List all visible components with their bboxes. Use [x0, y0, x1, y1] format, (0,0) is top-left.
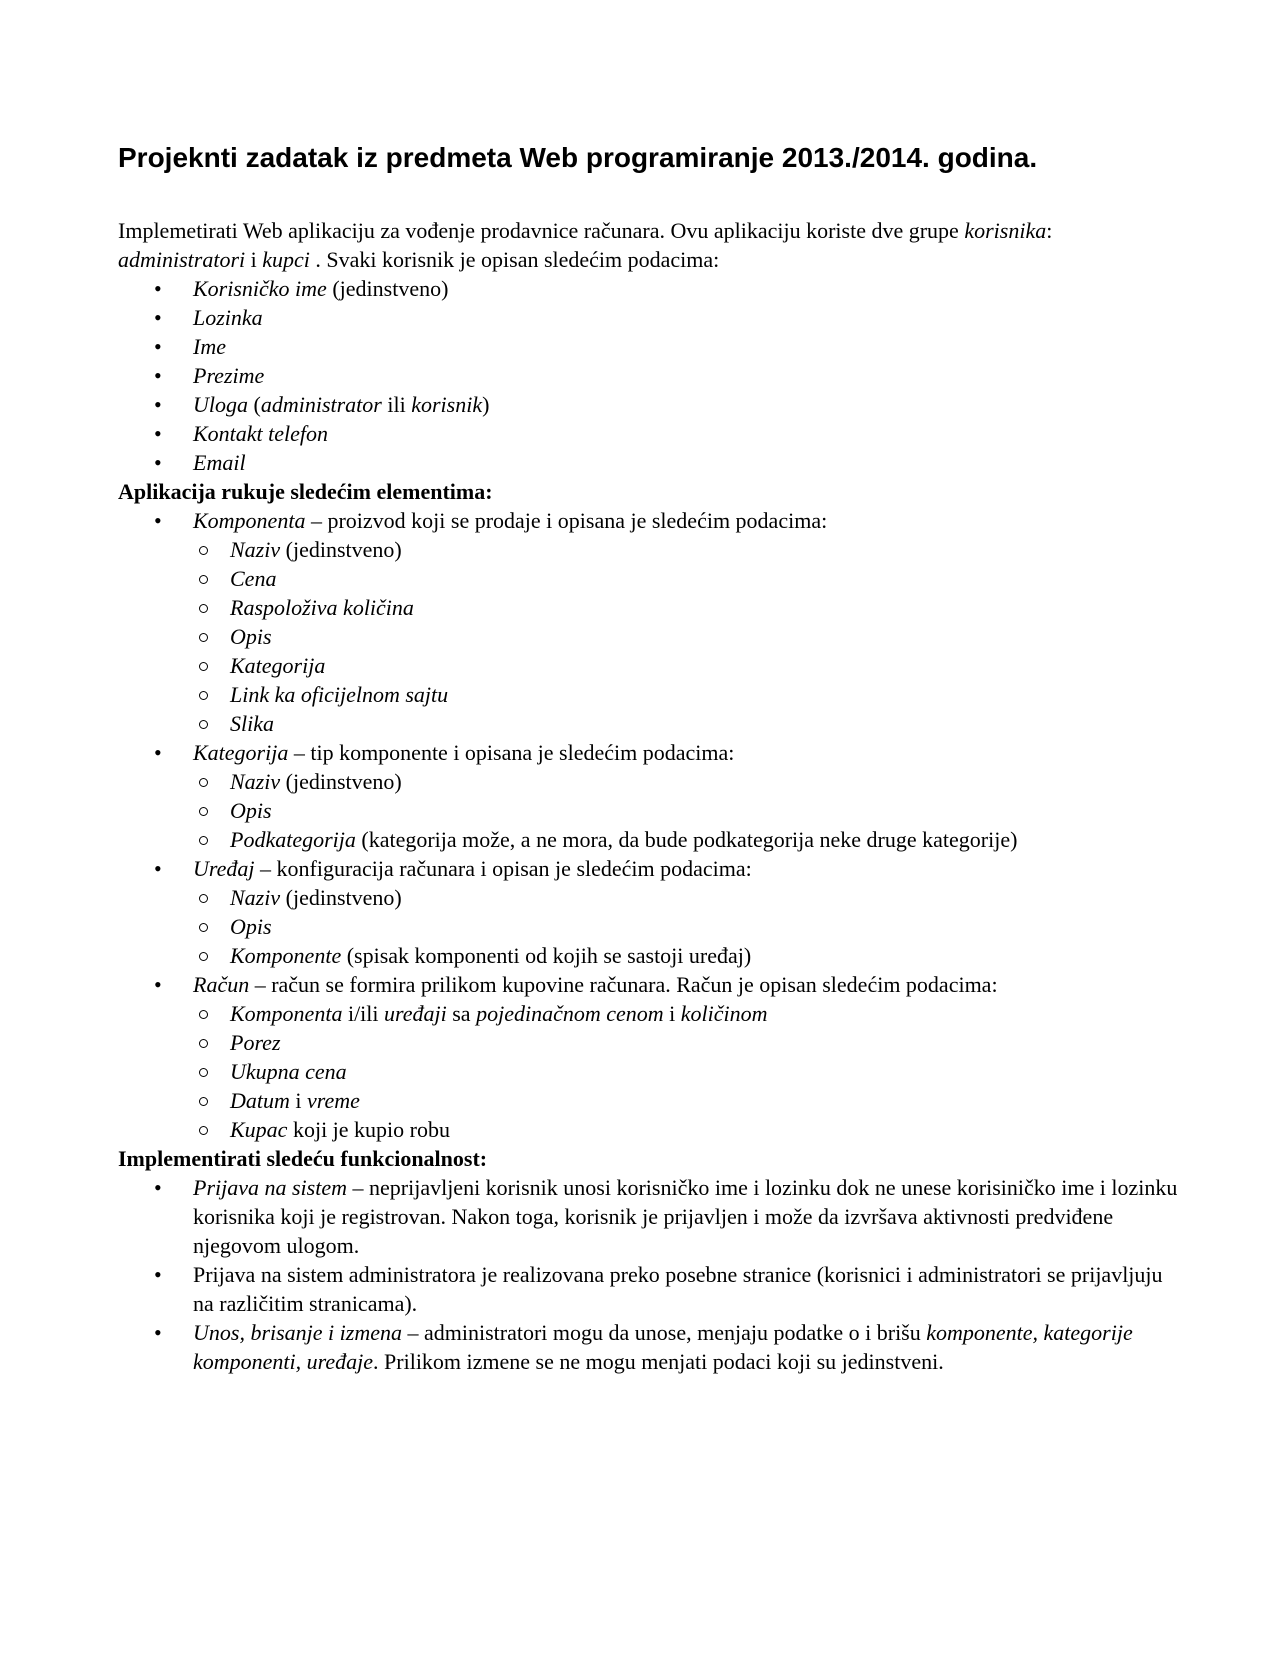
func-unos-desc: – administratori mogu da unose, menjaju podatke o i brišu	[402, 1320, 927, 1345]
uredjaj-opis: Opis	[230, 914, 272, 939]
intro-text-1: Implemetirati Web aplikaciju za vođenje prodavnice računara. Ovu aplikaciju koriste dve grupe	[118, 218, 965, 243]
komponenta-slika: Slika	[230, 711, 274, 736]
intro-kupci: kupci	[262, 247, 310, 272]
komponenta-kolicina: Raspoloživa količina	[230, 595, 414, 620]
list-item	[193, 535, 1178, 564]
list-item-prijava	[118, 1173, 1178, 1260]
field-lozinka: Lozinka	[193, 305, 263, 330]
uredjaj-komponente: Komponente	[230, 943, 342, 968]
intro-paragraph	[118, 216, 1178, 274]
list-item	[118, 448, 1178, 477]
kategorija-desc: – tip komponente i opisana je sledećim podacima:	[288, 740, 735, 765]
komponenta-name: Komponenta	[193, 508, 306, 533]
list-item-komponenta	[118, 506, 1178, 738]
list-item	[118, 303, 1178, 332]
kategorija-fields-list	[193, 767, 1178, 854]
kategorija-podkategorija: Podkategorija	[230, 827, 356, 852]
racun-ukupna: Ukupna cena	[230, 1059, 347, 1084]
field-uloga: Uloga	[193, 392, 248, 417]
field-uloga-korisnik: korisnik	[411, 392, 483, 417]
kategorija-podkategorija-note: (kategorija može, a ne mora, da bude podkategorija neke druge kategorije)	[355, 827, 1018, 852]
racun-kupac: Kupac	[230, 1117, 288, 1142]
list-item	[193, 999, 1178, 1028]
list-item	[193, 622, 1178, 651]
list-item	[193, 709, 1178, 738]
racun-kolicinom: količinom	[680, 1001, 768, 1026]
list-item	[193, 883, 1178, 912]
list-item	[118, 274, 1178, 303]
komponenta-fields-list	[193, 535, 1178, 738]
list-item-uredjaj	[118, 854, 1178, 970]
racun-name: Račun	[193, 972, 250, 997]
func-list	[118, 1173, 1178, 1376]
intro-i: i	[245, 247, 263, 272]
list-item	[193, 651, 1178, 680]
racun-i-ili: i/ili	[342, 1001, 385, 1026]
uredjaj-naziv-note: (jedinstveno)	[280, 885, 402, 910]
list-item	[193, 564, 1178, 593]
field-uloga-close: )	[482, 392, 490, 417]
intro-text-2: . Svaki korisnik je opisan sledećim podacima:	[309, 247, 720, 272]
field-ime: Ime	[193, 334, 226, 359]
intro-korisnika: korisnika	[964, 218, 1047, 243]
racun-datum: Datum	[230, 1088, 290, 1113]
racun-pojedinacnom: pojedinačnom cenom	[476, 1001, 664, 1026]
komponenta-desc: – proizvod koji se prodaje i opisana je sledećim podacima:	[305, 508, 828, 533]
func-prijava-name: Prijava na sistem	[193, 1175, 347, 1200]
field-kontakt: Kontakt telefon	[193, 421, 329, 446]
uredjaj-name: Uređaj	[193, 856, 255, 881]
racun-komponenta: Komponenta	[230, 1001, 343, 1026]
racun-kupac-note: koji je kupio robu	[287, 1117, 450, 1142]
kategorija-opis: Opis	[230, 798, 272, 823]
field-uloga-ili: ili	[381, 392, 412, 417]
racun-i2: i	[289, 1088, 308, 1113]
user-fields-list	[118, 274, 1178, 477]
racun-uredjaji: uređaji	[384, 1001, 447, 1026]
intro-administratori: administratori	[118, 247, 246, 272]
uredjaj-fields-list	[193, 883, 1178, 970]
list-item	[193, 1028, 1178, 1057]
func-unos-end: . Prilikom izmene se ne mogu menjati podaci koji su jedinstveni.	[373, 1349, 944, 1374]
list-item	[118, 419, 1178, 448]
field-uloga-administrator: administrator	[260, 392, 382, 417]
uredjaj-komponente-note: (spisak komponenti od kojih se sastoji uređaj)	[341, 943, 752, 968]
uredjaj-naziv: Naziv	[230, 885, 281, 910]
kategorija-naziv: Naziv	[230, 769, 281, 794]
list-item-admin-login	[118, 1260, 1178, 1318]
kategorija-name: Kategorija	[193, 740, 289, 765]
list-item	[118, 390, 1178, 419]
komponenta-opis: Opis	[230, 624, 272, 649]
section-heading-func: Implementirati sledeću funkcionalnost:	[118, 1146, 488, 1171]
func-unos-name: Unos, brisanje i izmena	[193, 1320, 402, 1345]
document-body	[118, 216, 1178, 1376]
komponenta-link: Link ka oficijelnom sajtu	[230, 682, 449, 707]
field-prezime: Prezime	[193, 363, 265, 388]
list-item	[193, 796, 1178, 825]
list-item	[193, 593, 1178, 622]
komponenta-kategorija: Kategorija	[230, 653, 326, 678]
section-heading-elements: Aplikacija rukuje sledećim elementima:	[118, 479, 493, 504]
komponenta-cena: Cena	[230, 566, 277, 591]
func-unos-items: komponente, kategorije komponenti, uređaje	[193, 1320, 1133, 1374]
elements-list	[118, 506, 1178, 1144]
list-item	[193, 1115, 1178, 1144]
racun-porez: Porez	[230, 1030, 281, 1055]
racun-i: i	[663, 1001, 681, 1026]
list-item	[193, 1057, 1178, 1086]
racun-desc: – račun se formira prilikom kupovine računara. Račun je opisan sledećim podacima:	[249, 972, 998, 997]
list-item	[193, 680, 1178, 709]
field-email: Email	[193, 450, 246, 475]
racun-vreme: vreme	[307, 1088, 360, 1113]
func-admin-login: Prijava na sistem administratora je realizovana preko posebne stranice (korisnici i administratori se prijavljuju na različitim stranicama).	[193, 1262, 1163, 1316]
document-title: Projeknti zadatak iz predmeta Web programiranje 2013./2014. godina.	[118, 142, 1038, 173]
list-item-racun	[118, 970, 1178, 1144]
kategorija-naziv-note: (jedinstveno)	[280, 769, 402, 794]
field-uloga-open: (	[248, 392, 261, 417]
field-korisnicko-ime-note: (jedinstveno)	[326, 276, 449, 301]
field-korisnicko-ime: Korisničko ime	[193, 276, 327, 301]
racun-sa: sa	[446, 1001, 477, 1026]
list-item	[193, 825, 1178, 854]
list-item	[118, 361, 1178, 390]
list-item-unos	[118, 1318, 1178, 1376]
func-prijava-desc: – neprijavljeni korisnik unosi korisničko ime i lozinku dok ne unese korisiničko ime i lozinku korisnika koji je registrovan. Nakon toga, korisnik je prijavljen i može da izvršava aktivnosti predviđene njegovom ulogom.	[193, 1175, 1178, 1258]
list-item	[193, 1086, 1178, 1115]
list-item	[193, 912, 1178, 941]
list-item	[193, 767, 1178, 796]
komponenta-naziv-note: (jedinstveno)	[280, 537, 402, 562]
intro-colon: :	[1046, 218, 1053, 243]
list-item	[118, 332, 1178, 361]
komponenta-naziv: Naziv	[230, 537, 281, 562]
racun-fields-list	[193, 999, 1178, 1144]
uredjaj-desc: – konfiguracija računara i opisan je sledećim podacima:	[254, 856, 752, 881]
list-item-kategorija	[118, 738, 1178, 854]
list-item	[193, 941, 1178, 970]
